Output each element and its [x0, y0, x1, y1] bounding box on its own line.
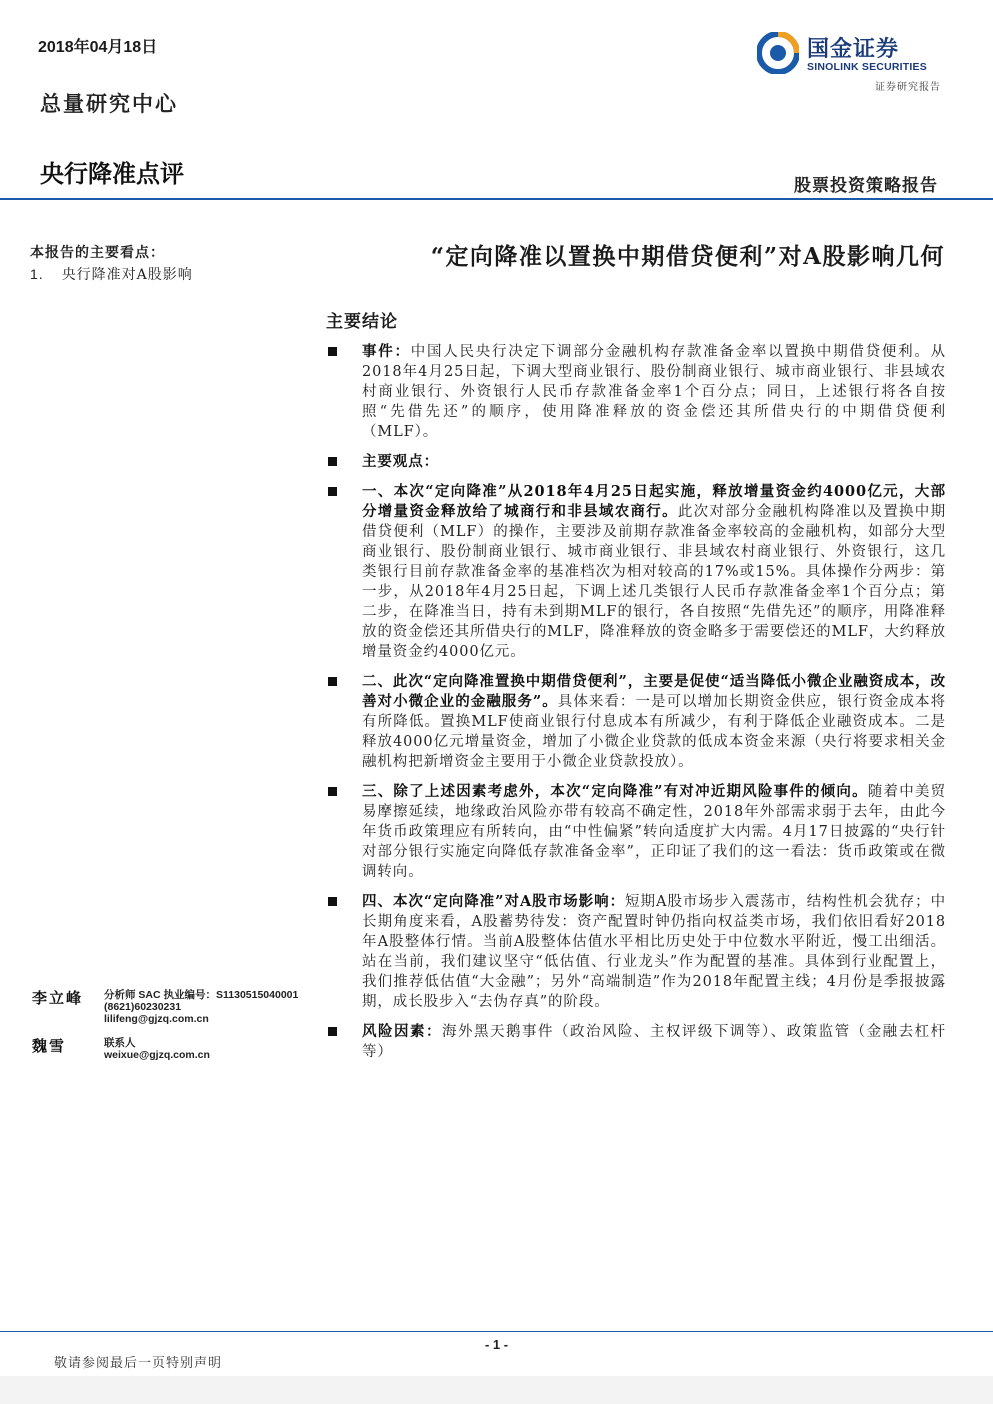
- header-divider: [0, 198, 993, 200]
- bullet-point-2: [326, 672, 946, 772]
- sinolink-logo-icon: [757, 32, 799, 74]
- conclusion-list: [326, 342, 946, 1072]
- analyst-contact: [104, 989, 298, 1025]
- bullet-lead: 四、本次“定向降准”对A股市场影响：: [362, 893, 626, 910]
- analyst-email[interactable]: weixue@gjzq.com.cn: [104, 1049, 210, 1061]
- bullet-text: 具体来看：一是可以增加长期资金供应，银行资金成本将有所降低。置换MLF使商业银行付息成本有所减少，有利于降低企业融资成本。二是释放4000亿元增量资金，增加了小微企业贷款的低成本资金来源（央行将要求相关金融机构把新增资金主要用于小微企业贷款投放）。: [362, 694, 946, 770]
- bullet-lead: 风险因素：: [362, 1023, 442, 1040]
- bullet-square-icon: [328, 457, 337, 466]
- analyst-title: 分析师 SAC 执业编号：S1130515040001: [104, 989, 299, 1001]
- report-category: 股票投资策略报告: [794, 176, 938, 196]
- bullet-point-4: [326, 892, 946, 1012]
- bullet-point-1: [326, 482, 946, 662]
- bullet-key-views: [326, 452, 946, 472]
- bullet-event: [326, 342, 946, 442]
- analyst-name: 魏雪: [32, 1037, 67, 1055]
- bottom-band: [0, 1376, 993, 1404]
- analyst-name: 李立峰: [32, 989, 84, 1007]
- bullet-lead: 三、除了上述因素考虑外，本次“定向降准”有对冲近期风险事件的倾向。: [362, 783, 868, 800]
- bullet-text: 此次对部分金融机构降准以及置换中期借贷便利（MLF）的操作，主要涉及前期存款准备金率较高的金融机构，如部分大型商业银行、股份制商业银行、城市商业银行、非县域农村商业银行、外资银行，这几类银行目前存款准备金率的基准档次为相对较高的17%或15%。具体操作分两步：第一步，从2018年4月25日起，下调上述几类银行人民币存款准备金率1个百分点；第二步，在降准当日，持有未到期MLF的银行，各自按照“先借先还”的顺序，用降准释放的资金偿还其所借央行的MLF，降准释放的资金略多于需要偿还的MLF，大约释放增量资金约4000亿元。: [362, 504, 946, 660]
- brand-logo: [757, 30, 947, 80]
- bullet-square-icon: [328, 677, 337, 686]
- analyst-phone: (8621)60230231: [104, 1001, 182, 1013]
- bullet-square-icon: [328, 487, 337, 496]
- analyst-title: 联系人: [104, 1037, 136, 1049]
- page-number: - 1 -: [484, 1337, 509, 1352]
- analyst-card: [32, 987, 322, 1031]
- bullet-text: 短期A股市场步入震荡市，结构性机会犹存；中长期角度来看，A股蓄势待发：资产配置时钟仍指向权益类市场，我们依旧看好2018年A股整体行情。当前A股整体估值水平相比历史处于中位数水平附近，慢工出细活。站在当前，我们建议坚守“低估值、行业龙头”作为配置的基准。具体到行业配置上，我们推荐低估值“大金融”；另外“高端制造”作为2018年配置主线；4月份是季报披露期，成长股步入“去伪存真”的阶段。: [362, 894, 946, 1010]
- analyst-card: [32, 1035, 322, 1065]
- bullet-risk: [326, 1022, 946, 1062]
- footer-divider: [0, 1331, 993, 1332]
- bullet-square-icon: [328, 897, 337, 906]
- brand-name-cn: 国金证券: [807, 37, 900, 62]
- footer-disclaimer: 敬请参阅最后一页特别声明: [54, 1356, 223, 1371]
- bullet-square-icon: [328, 787, 337, 796]
- section-title: 主要结论: [326, 312, 398, 332]
- bullet-lead: 主要观点：: [362, 453, 439, 470]
- bullet-lead: 二、此次“定向降准置换中期借贷便利”，主要是促使“适当降低小微企业融资成本，改善对小微企业的金融服务”。: [362, 673, 946, 710]
- bullet-square-icon: [328, 1027, 337, 1036]
- bullet-text: 随着中美贸易摩擦延续，地缘政治风险亦带有较高不确定性，2018年外部需求弱于去年，由此今年货币政策理应有所转向，由“中性偏紧”转向适度扩大内需。4月17日披露的“央行针对部分银行实施定向降低存款准备金率”，正印证了我们的这一看法：货币政策或在微调转向。: [362, 784, 946, 880]
- sidebar-heading: 本报告的主要看点：: [30, 245, 165, 261]
- bullet-text: 中国人民央行决定下调部分金融机构存款准备金率以置换中期借贷便利。从2018年4月25日起，下调大型商业银行、股份制商业银行、城市商业银行、非县域农村商业银行、外资银行人民币存款准备金率1个百分点；同日，上述银行将各自按照“先借先还”的顺序，使用降准释放的资金偿还其所借央行的中期借贷便利（MLF）。: [362, 344, 947, 440]
- sub-brand: 证券研究报告: [875, 82, 941, 93]
- analyst-contact: [104, 1037, 210, 1061]
- sidebar-item: [30, 264, 193, 284]
- report-date: 2018年04月18日: [38, 39, 158, 56]
- report-title: “定向降准以置换中期借贷便利”对A股影响几何: [430, 243, 945, 270]
- report-type: 央行降准点评: [40, 160, 184, 188]
- department-name: 总量研究中心: [40, 91, 178, 116]
- bullet-point-3: [326, 782, 946, 882]
- bullet-lead: 事件：: [362, 343, 411, 360]
- sidebar-item-label: 央行降准对A股影响: [61, 267, 193, 283]
- analyst-email[interactable]: lilifeng@gjzq.com.cn: [104, 1013, 209, 1025]
- bullet-text: 海外黑天鹅事件（政治风险、主权评级下调等）、政策监管（金融去杠杆等）: [362, 1024, 947, 1060]
- bullet-lead: 一、本次“定向降准”从2018年4月25日起实施，释放增量资金约4000亿元，大部分增量资金释放给了城商行和非县域农商行。: [362, 483, 946, 520]
- brand-name-en: SINOLINK SECURITIES: [807, 61, 927, 73]
- bullet-square-icon: [328, 347, 337, 356]
- sidebar-item-number: 1.: [30, 266, 44, 282]
